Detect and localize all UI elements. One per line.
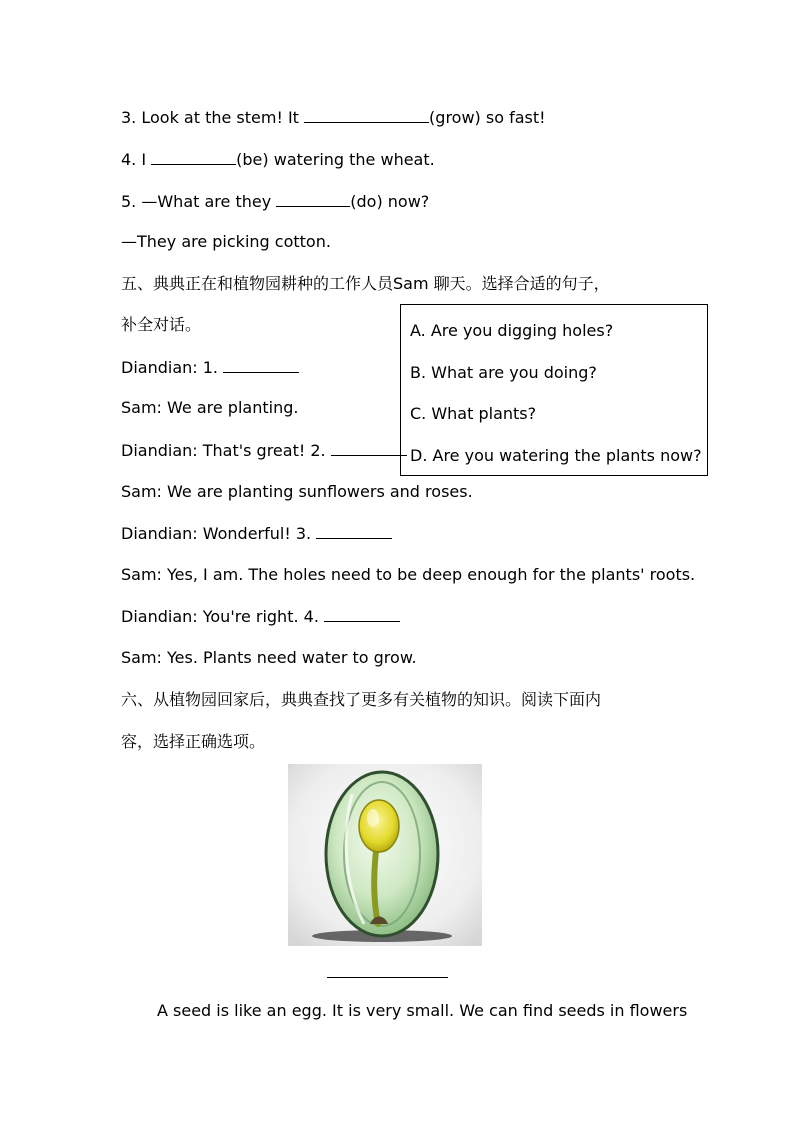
- seed-sprout-illustration: [288, 764, 482, 946]
- dialogue-line-6: Sam: Yes, I am. The holes need to be deep enough for the plants' roots.: [121, 565, 696, 584]
- options-box: [400, 304, 708, 476]
- question-5-pre: 5. —What are they: [121, 192, 277, 211]
- question-5-answer: —They are picking cotton.: [121, 232, 331, 251]
- question-5-post: (do) now?: [350, 192, 430, 211]
- answer-blank[interactable]: [331, 439, 407, 456]
- section-6-heading-line2: 容，选择正确选项。: [121, 732, 266, 751]
- answer-blank[interactable]: [304, 106, 429, 123]
- answer-blank[interactable]: [324, 605, 400, 622]
- reading-paragraph: A seed is like an egg. It is very small. We can find seeds in flowers: [157, 1001, 688, 1020]
- dialogue-text: Diandian: Wonderful! 3.: [121, 524, 317, 543]
- option-c: C. What plants?: [410, 404, 537, 423]
- dialogue-line-4: Sam: We are planting sunflowers and roses.: [121, 482, 473, 501]
- dialogue-line-1: [121, 356, 299, 379]
- answer-blank[interactable]: [223, 356, 299, 373]
- dialogue-text: Diandian: 1.: [121, 358, 224, 377]
- section-5-heading-line2: 补全对话。: [121, 315, 202, 334]
- dialogue-text: Diandian: You're right. 4.: [121, 607, 324, 626]
- caption-answer-blank[interactable]: [327, 977, 448, 978]
- dialogue-line-8: Sam: Yes. Plants need water to grow.: [121, 648, 417, 667]
- option-a: A. Are you digging holes?: [410, 321, 614, 340]
- section-5-heading-line1: 五、典典正在和植物园耕种的工作人员Sam 聊天。选择合适的句子，: [121, 274, 610, 293]
- question-5: [121, 190, 429, 213]
- question-4: [121, 148, 435, 171]
- dialogue-line-3: [121, 439, 407, 462]
- option-d: D. Are you watering the plants now?: [410, 446, 702, 465]
- answer-blank[interactable]: [151, 148, 236, 165]
- dialogue-line-7: [121, 605, 400, 628]
- dialogue-line-5: [121, 522, 392, 545]
- answer-blank[interactable]: [276, 190, 350, 207]
- question-4-post: (be) watering the wheat.: [236, 150, 435, 169]
- option-b: B. What are you doing?: [410, 363, 597, 382]
- section-6-heading-line1: 六、从植物园回家后，典典查找了更多有关植物的知识。阅读下面内: [121, 690, 602, 709]
- question-4-pre: 4. I: [121, 150, 152, 169]
- answer-blank[interactable]: [316, 522, 392, 539]
- dialogue-line-2: Sam: We are planting.: [121, 398, 299, 417]
- question-3-post: (grow) so fast!: [429, 108, 546, 127]
- question-3: [121, 106, 546, 129]
- question-3-pre: 3. Look at the stem! It: [121, 108, 305, 127]
- dialogue-text: Diandian: That's great! 2.: [121, 441, 331, 460]
